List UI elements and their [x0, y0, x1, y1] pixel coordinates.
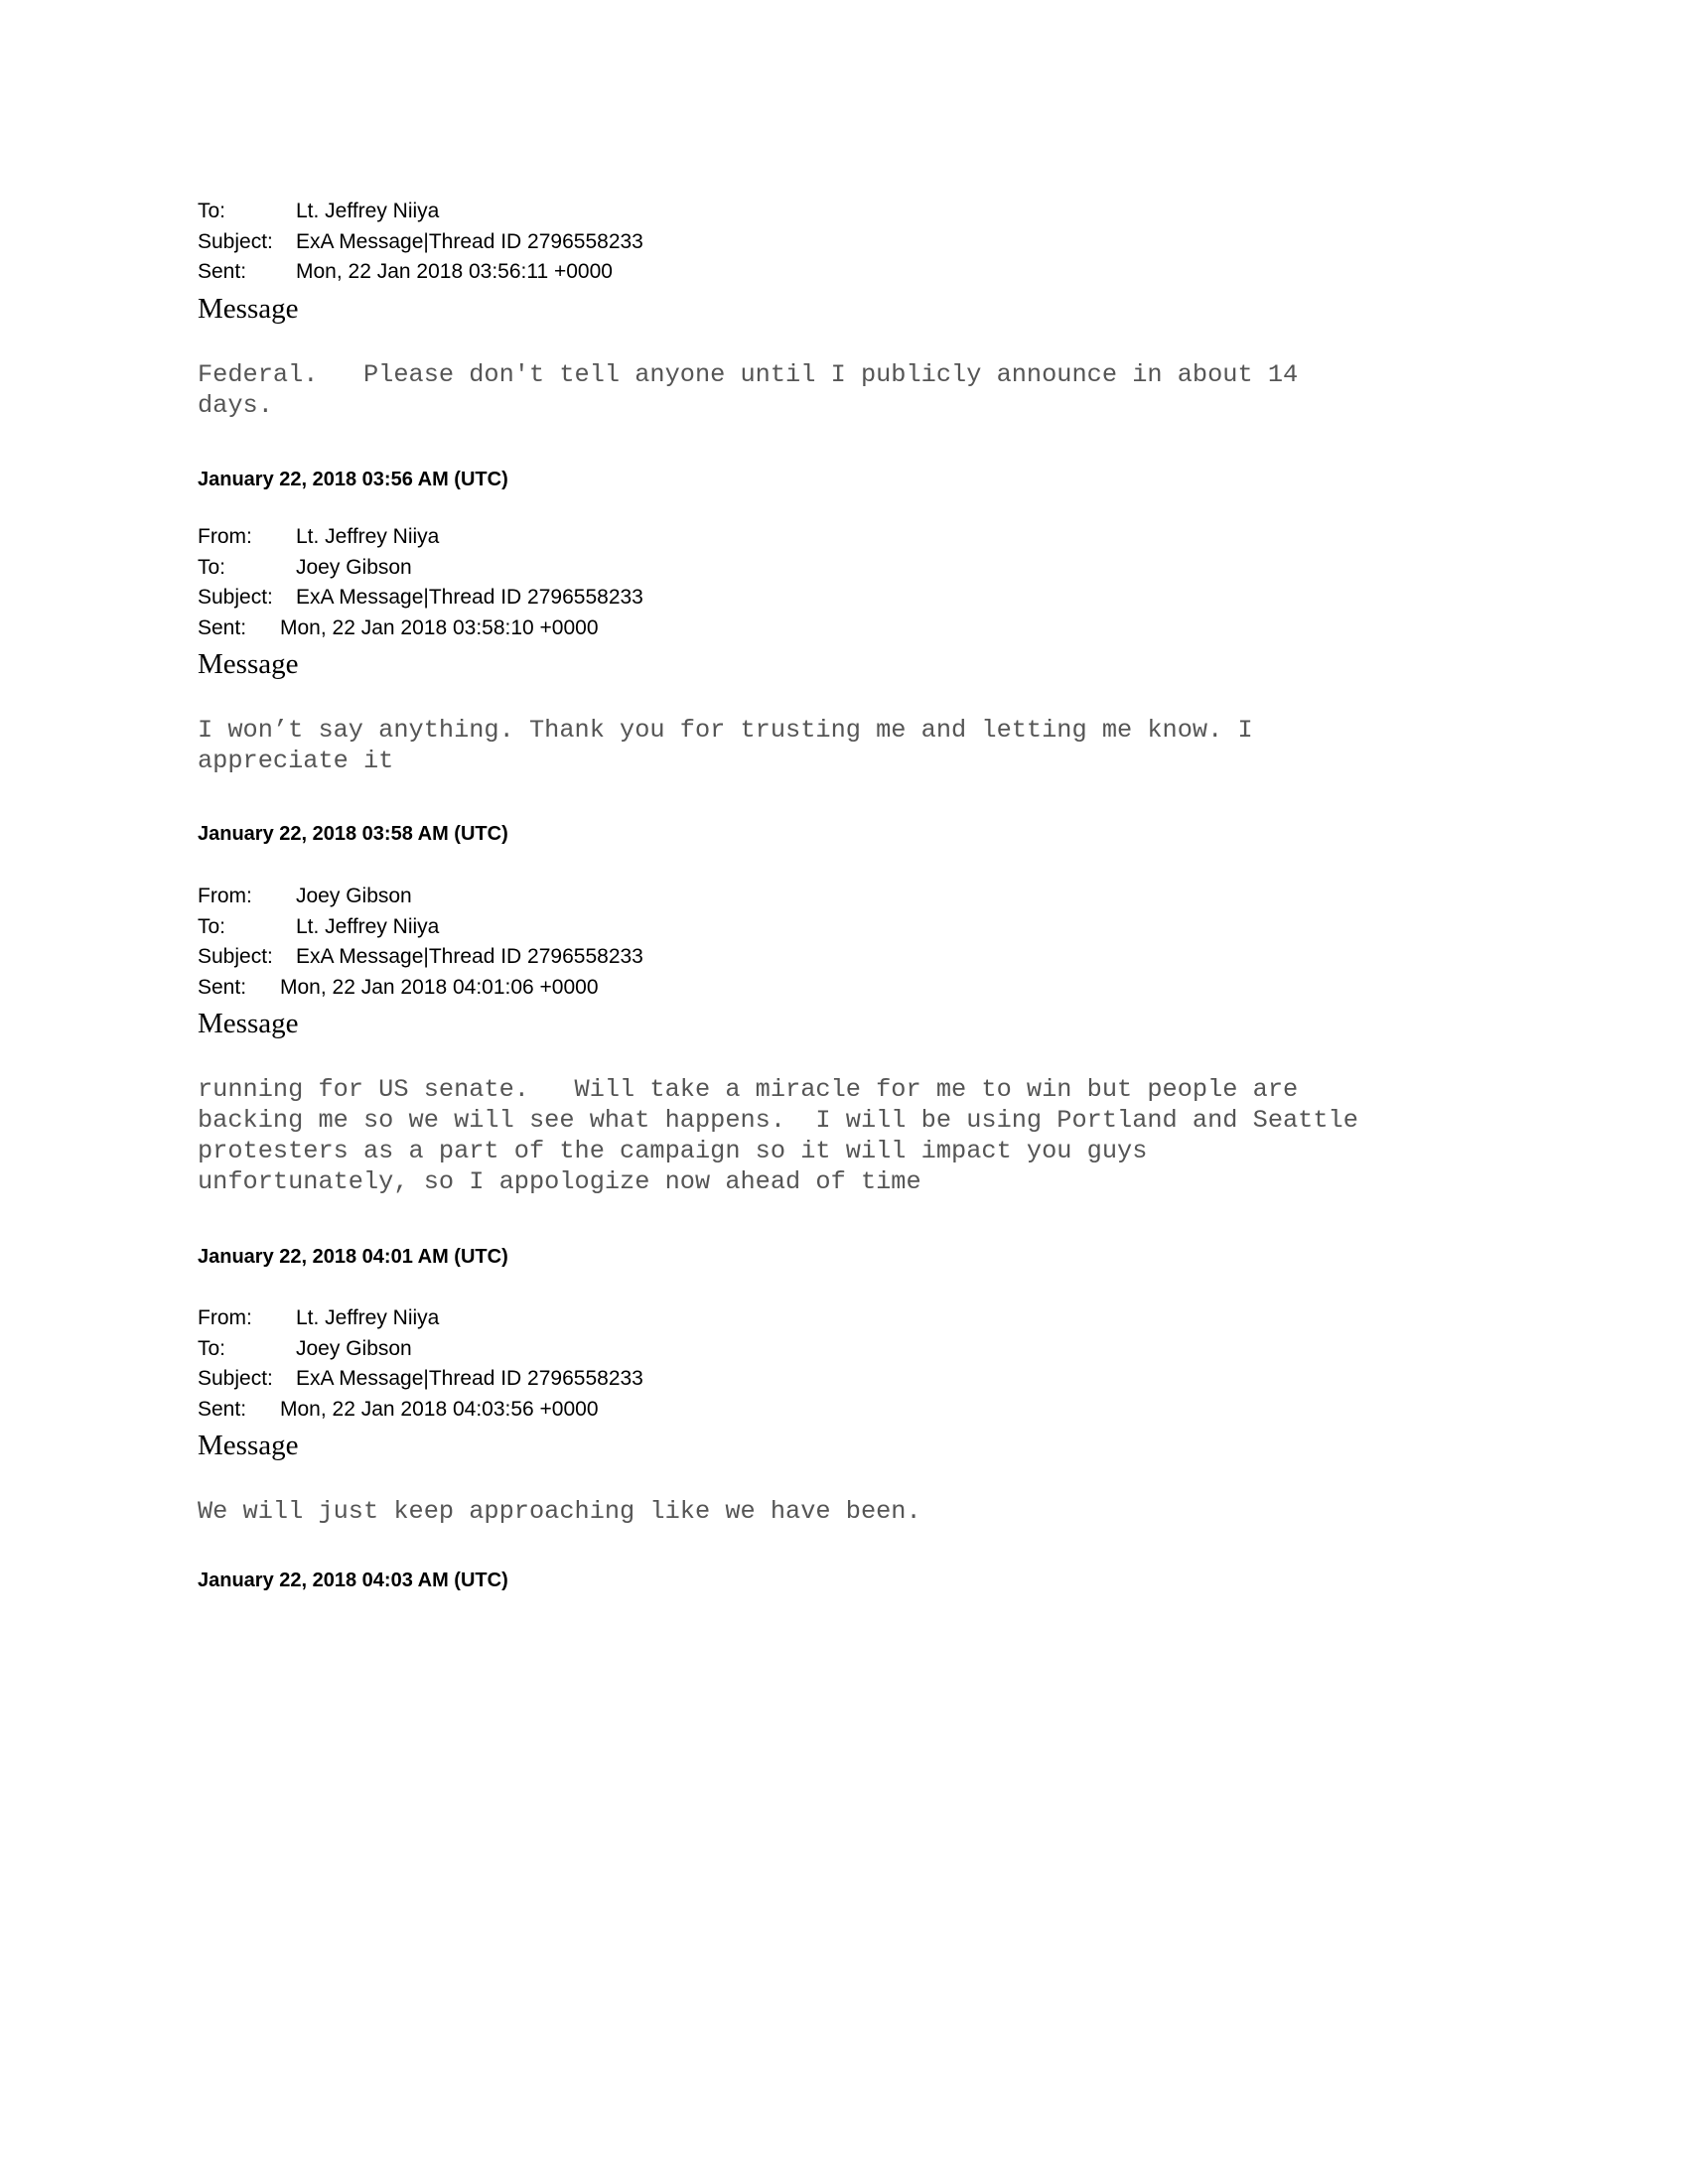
header-sent — [198, 1395, 1508, 1426]
header-value: ExA Message|Thread ID 2796558233 — [296, 229, 643, 253]
message-label: Message — [198, 648, 299, 680]
header-label: From: — [198, 885, 252, 907]
message-label: Message — [198, 1008, 299, 1039]
message-entry — [198, 1303, 1508, 1527]
message-label: Message — [198, 1430, 299, 1461]
header-value: ExA Message|Thread ID 2796558233 — [296, 586, 643, 609]
message-label: Message — [198, 292, 299, 325]
header-label: From: — [198, 525, 252, 548]
header-value: Mon, 22 Jan 2018 04:01:06 +0000 — [280, 975, 599, 999]
message-timestamp: January 22, 2018 04:01 AM (UTC) — [198, 1246, 508, 1268]
header-from — [198, 1303, 1508, 1334]
header-value: ExA Message|Thread ID 2796558233 — [296, 945, 643, 968]
header-value: Joey Gibson — [296, 885, 412, 907]
header-label: Sent: — [198, 1397, 247, 1421]
header-value: Lt. Jeffrey Niiya — [296, 200, 440, 222]
message-entry — [198, 522, 1508, 776]
header-subject — [198, 583, 1508, 614]
header-value: Mon, 22 Jan 2018 03:56:11 +0000 — [296, 260, 613, 283]
header-label: To: — [198, 914, 226, 938]
header-label: To: — [198, 200, 226, 222]
message-body: We will just keep approaching like we have been. — [198, 1497, 921, 1526]
header-value: Lt. Jeffrey Niiya — [296, 525, 440, 548]
header-to — [198, 1334, 1508, 1365]
header-to — [198, 553, 1508, 584]
message-timestamp: January 22, 2018 03:58 AM (UTC) — [198, 823, 508, 845]
message-entry — [198, 197, 1508, 421]
header-value: Joey Gibson — [296, 1336, 412, 1360]
header-value: Lt. Jeffrey Niiya — [296, 1306, 440, 1329]
header-subject — [198, 227, 1508, 258]
message-body: Federal. Please don't tell anyone until I publicly announce in about 14 days. — [198, 359, 1299, 420]
header-sent — [198, 614, 1508, 644]
message-body: running for US senate. Will take a miracle for me to win but people are backing me so we will see what happens. I will be using Portland and Seattle protesters as a part of the campaign so it will impact you guys unfortunately, so I appologize now ahead of time — [198, 1075, 1358, 1196]
message-timestamp: January 22, 2018 03:56 AM (UTC) — [198, 469, 508, 490]
header-from — [198, 522, 1508, 553]
header-label: Sent: — [198, 615, 247, 639]
header-sent — [198, 973, 1508, 1004]
header-label: Subject: — [198, 586, 273, 609]
header-subject — [198, 1364, 1508, 1395]
header-value: Lt. Jeffrey Niiya — [296, 914, 440, 938]
header-label: Sent: — [198, 260, 247, 283]
header-label: Subject: — [198, 1367, 273, 1390]
header-value: Joey Gibson — [296, 555, 412, 579]
header-to — [198, 197, 1508, 227]
message-body: I won’t say anything. Thank you for trusting me and letting me know. I appreciate it — [198, 716, 1253, 775]
header-value: Mon, 22 Jan 2018 03:58:10 +0000 — [280, 615, 599, 639]
header-label: Subject: — [198, 229, 273, 253]
header-label: To: — [198, 555, 226, 579]
header-value: Mon, 22 Jan 2018 04:03:56 +0000 — [280, 1397, 599, 1421]
header-label: To: — [198, 1336, 226, 1360]
header-from — [198, 882, 1508, 912]
message-entry — [198, 882, 1508, 1197]
header-label: Sent: — [198, 975, 247, 999]
header-to — [198, 912, 1508, 943]
message-timestamp: January 22, 2018 04:03 AM (UTC) — [198, 1570, 508, 1591]
header-sent — [198, 257, 1508, 288]
header-label: Subject: — [198, 945, 273, 968]
header-value: ExA Message|Thread ID 2796558233 — [296, 1367, 643, 1390]
header-label: From: — [198, 1306, 252, 1329]
header-subject — [198, 942, 1508, 973]
